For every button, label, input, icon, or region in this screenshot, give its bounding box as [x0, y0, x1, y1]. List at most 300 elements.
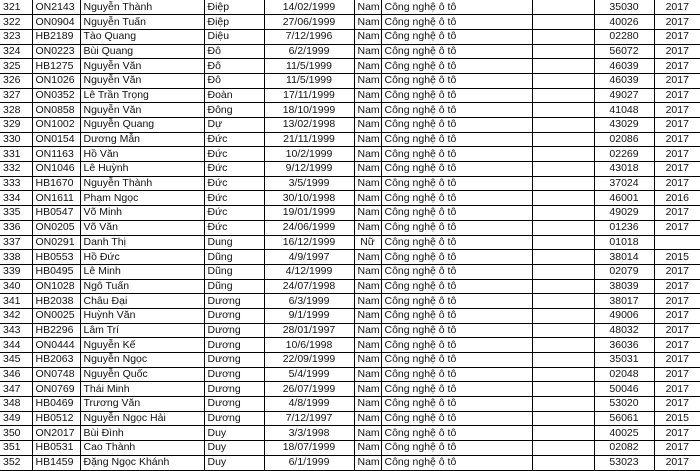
- major-cell: Công nghệ ô tô: [381, 44, 532, 59]
- row-number-cell: 328: [0, 103, 32, 118]
- class-code-cell: 56061: [594, 411, 654, 426]
- gender-cell: Nam: [354, 294, 381, 309]
- enrollment-year-cell: 2017: [654, 73, 700, 88]
- student-code-cell: ON0154: [32, 132, 80, 147]
- date-of-birth-cell: 26/07/1999: [264, 382, 354, 397]
- given-name-cell: Duy: [204, 455, 264, 470]
- row-number-cell: 349: [0, 411, 32, 426]
- family-name-cell: Thái Minh: [80, 382, 204, 397]
- table-row: [0, 279, 700, 294]
- class-code-cell: 02269: [594, 147, 654, 162]
- empty-cell-cell: [532, 411, 594, 426]
- class-code-cell: 02048: [594, 367, 654, 382]
- family-name-cell: Phạm Ngọc: [80, 191, 204, 206]
- row-number-cell: 327: [0, 88, 32, 103]
- row-number-cell: 334: [0, 191, 32, 206]
- major-cell: Công nghệ ô tô: [381, 176, 532, 191]
- empty-cell-cell: [532, 264, 594, 279]
- row-number-cell: 340: [0, 279, 32, 294]
- empty-cell-cell: [532, 44, 594, 59]
- given-name-cell: Đô: [204, 59, 264, 74]
- major-cell: Công nghệ ô tô: [381, 294, 532, 309]
- gender-cell: Nam: [354, 279, 381, 294]
- empty-cell-cell: [532, 206, 594, 221]
- given-name-cell: Đức: [204, 176, 264, 191]
- student-code-cell: ON2017: [32, 426, 80, 441]
- table-row: [0, 235, 700, 250]
- empty-cell-cell: [532, 235, 594, 250]
- table-row: [0, 29, 700, 44]
- gender-cell: Nam: [354, 411, 381, 426]
- date-of-birth-cell: 4/8/1999: [264, 397, 354, 412]
- family-name-cell: Nguyễn Văn: [80, 59, 204, 74]
- gender-cell: Nam: [354, 132, 381, 147]
- date-of-birth-cell: 7/12/1997: [264, 411, 354, 426]
- enrollment-year-cell: 2017: [654, 264, 700, 279]
- student-code-cell: ON0748: [32, 367, 80, 382]
- student-code-cell: ON1163: [32, 147, 80, 162]
- date-of-birth-cell: 24/06/1999: [264, 220, 354, 235]
- family-name-cell: Nguyễn Văn: [80, 73, 204, 88]
- class-code-cell: 02082: [594, 441, 654, 456]
- given-name-cell: Dương: [204, 411, 264, 426]
- class-code-cell: 02280: [594, 29, 654, 44]
- student-code-cell: HB0531: [32, 441, 80, 456]
- date-of-birth-cell: 22/09/1999: [264, 353, 354, 368]
- row-number-cell: 333: [0, 176, 32, 191]
- row-number-cell: 350: [0, 426, 32, 441]
- enrollment-year-cell: 2017: [654, 88, 700, 103]
- family-name-cell: Nguyễn Kế: [80, 338, 204, 353]
- table-row: [0, 397, 700, 412]
- enrollment-year-cell: 2017: [654, 455, 700, 470]
- table-row: [0, 191, 700, 206]
- student-code-cell: HB2296: [32, 323, 80, 338]
- major-cell: Công nghệ ô tô: [381, 0, 532, 15]
- empty-cell-cell: [532, 353, 594, 368]
- class-code-cell: 40026: [594, 15, 654, 30]
- date-of-birth-cell: 28/01/1997: [264, 323, 354, 338]
- family-name-cell: Danh Thị: [80, 235, 204, 250]
- gender-cell: Nam: [354, 118, 381, 133]
- gender-cell: Nam: [354, 308, 381, 323]
- date-of-birth-cell: 11/5/1999: [264, 59, 354, 74]
- given-name-cell: Dương: [204, 367, 264, 382]
- date-of-birth-cell: 10/6/1998: [264, 338, 354, 353]
- class-code-cell: 40025: [594, 426, 654, 441]
- date-of-birth-cell: 9/12/1999: [264, 162, 354, 177]
- enrollment-year-cell: 2017: [654, 294, 700, 309]
- class-code-cell: 01018: [594, 235, 654, 250]
- enrollment-year-cell: 2015: [654, 250, 700, 265]
- student-code-cell: ON1046: [32, 162, 80, 177]
- empty-cell-cell: [532, 0, 594, 15]
- class-code-cell: 49006: [594, 308, 654, 323]
- gender-cell: Nam: [354, 191, 381, 206]
- given-name-cell: Dương: [204, 294, 264, 309]
- date-of-birth-cell: 11/5/1999: [264, 73, 354, 88]
- major-cell: Công nghệ ô tô: [381, 382, 532, 397]
- major-cell: Công nghệ ô tô: [381, 118, 532, 133]
- row-number-cell: 329: [0, 118, 32, 133]
- class-code-cell: 53020: [594, 397, 654, 412]
- student-code-cell: HB0553: [32, 250, 80, 265]
- given-name-cell: Đô: [204, 73, 264, 88]
- given-name-cell: Duy: [204, 426, 264, 441]
- given-name-cell: Điệp: [204, 15, 264, 30]
- gender-cell: Nam: [354, 176, 381, 191]
- class-code-cell: 02086: [594, 132, 654, 147]
- major-cell: Công nghệ ô tô: [381, 29, 532, 44]
- enrollment-year-cell: 2017: [654, 29, 700, 44]
- gender-cell: Nam: [354, 29, 381, 44]
- class-code-cell: 35030: [594, 0, 654, 15]
- empty-cell-cell: [532, 132, 594, 147]
- date-of-birth-cell: 18/07/1999: [264, 441, 354, 456]
- family-name-cell: Đặng Ngọc Khánh: [80, 455, 204, 470]
- given-name-cell: Dũng: [204, 250, 264, 265]
- student-code-cell: ON2143: [32, 0, 80, 15]
- row-number-cell: 325: [0, 59, 32, 74]
- student-code-cell: HB0547: [32, 206, 80, 221]
- empty-cell-cell: [532, 294, 594, 309]
- table-row: [0, 426, 700, 441]
- row-number-cell: 331: [0, 147, 32, 162]
- family-name-cell: Bùi Quang: [80, 44, 204, 59]
- enrollment-year-cell: 2017: [654, 0, 700, 15]
- enrollment-year-cell: 2017: [654, 279, 700, 294]
- row-number-cell: 352: [0, 455, 32, 470]
- date-of-birth-cell: 4/9/1997: [264, 250, 354, 265]
- family-name-cell: Nguyễn Thành: [80, 0, 204, 15]
- class-code-cell: 53023: [594, 455, 654, 470]
- row-number-cell: 348: [0, 397, 32, 412]
- class-code-cell: 43029: [594, 118, 654, 133]
- empty-cell-cell: [532, 29, 594, 44]
- empty-cell-cell: [532, 118, 594, 133]
- family-name-cell: Huỳnh Văn: [80, 308, 204, 323]
- gender-cell: Nam: [354, 250, 381, 265]
- date-of-birth-cell: 16/12/1999: [264, 235, 354, 250]
- family-name-cell: Hồ Đức: [80, 250, 204, 265]
- enrollment-year-cell: 2017: [654, 308, 700, 323]
- class-code-cell: 36036: [594, 338, 654, 353]
- major-cell: Công nghệ ô tô: [381, 426, 532, 441]
- table-row: [0, 323, 700, 338]
- class-code-cell: 46039: [594, 59, 654, 74]
- class-code-cell: 48032: [594, 323, 654, 338]
- table-row: [0, 264, 700, 279]
- empty-cell-cell: [532, 191, 594, 206]
- given-name-cell: Đức: [204, 162, 264, 177]
- empty-cell-cell: [532, 308, 594, 323]
- date-of-birth-cell: 6/2/1999: [264, 44, 354, 59]
- enrollment-year-cell: 2017: [654, 367, 700, 382]
- family-name-cell: Ngô Tuấn: [80, 279, 204, 294]
- row-number-cell: 335: [0, 206, 32, 221]
- class-code-cell: 46039: [594, 73, 654, 88]
- date-of-birth-cell: 30/10/1998: [264, 191, 354, 206]
- given-name-cell: Đông: [204, 103, 264, 118]
- major-cell: Công nghệ ô tô: [381, 279, 532, 294]
- empty-cell-cell: [532, 279, 594, 294]
- major-cell: Công nghệ ô tô: [381, 367, 532, 382]
- table-row: [0, 455, 700, 470]
- empty-cell-cell: [532, 59, 594, 74]
- date-of-birth-cell: 5/4/1999: [264, 367, 354, 382]
- table-row: [0, 308, 700, 323]
- gender-cell: Nam: [354, 264, 381, 279]
- student-code-cell: ON0025: [32, 308, 80, 323]
- row-number-cell: 351: [0, 441, 32, 456]
- given-name-cell: Đức: [204, 147, 264, 162]
- table-row: [0, 206, 700, 221]
- enrollment-year-cell: 2017: [654, 147, 700, 162]
- gender-cell: Nữ: [354, 235, 381, 250]
- student-code-cell: HB1459: [32, 455, 80, 470]
- table-row: [0, 367, 700, 382]
- given-name-cell: Duy: [204, 441, 264, 456]
- major-cell: Công nghệ ô tô: [381, 441, 532, 456]
- family-name-cell: Trương Văn: [80, 397, 204, 412]
- enrollment-year-cell: 2017: [654, 382, 700, 397]
- row-number-cell: 326: [0, 73, 32, 88]
- enrollment-year-cell: [654, 235, 700, 250]
- empty-cell-cell: [532, 323, 594, 338]
- date-of-birth-cell: 13/02/1998: [264, 118, 354, 133]
- given-name-cell: Dương: [204, 353, 264, 368]
- table-row: [0, 411, 700, 426]
- empty-cell-cell: [532, 88, 594, 103]
- major-cell: Công nghệ ô tô: [381, 455, 532, 470]
- table-row: [0, 382, 700, 397]
- table-row: [0, 88, 700, 103]
- given-name-cell: Đoàn: [204, 88, 264, 103]
- student-code-cell: HB2038: [32, 294, 80, 309]
- gender-cell: Nam: [354, 397, 381, 412]
- date-of-birth-cell: 19/01/1999: [264, 206, 354, 221]
- family-name-cell: Nguyễn Văn: [80, 103, 204, 118]
- table-row: [0, 176, 700, 191]
- class-code-cell: 01236: [594, 220, 654, 235]
- table-row: [0, 338, 700, 353]
- given-name-cell: Điệp: [204, 0, 264, 15]
- major-cell: Công nghệ ô tô: [381, 250, 532, 265]
- family-name-cell: Nguyễn Thành: [80, 176, 204, 191]
- family-name-cell: Nguyễn Ngọc: [80, 353, 204, 368]
- empty-cell-cell: [532, 441, 594, 456]
- enrollment-year-cell: 2017: [654, 338, 700, 353]
- student-code-cell: ON1002: [32, 118, 80, 133]
- date-of-birth-cell: 6/3/1999: [264, 294, 354, 309]
- gender-cell: Nam: [354, 162, 381, 177]
- enrollment-year-cell: 2017: [654, 103, 700, 118]
- family-name-cell: Nguyễn Ngọc Hải: [80, 411, 204, 426]
- enrollment-year-cell: 2017: [654, 426, 700, 441]
- table-row: [0, 44, 700, 59]
- row-number-cell: 347: [0, 382, 32, 397]
- enrollment-year-cell: 2017: [654, 59, 700, 74]
- class-code-cell: 38039: [594, 279, 654, 294]
- date-of-birth-cell: 18/10/1999: [264, 103, 354, 118]
- date-of-birth-cell: 6/1/1999: [264, 455, 354, 470]
- major-cell: Công nghệ ô tô: [381, 103, 532, 118]
- empty-cell-cell: [532, 147, 594, 162]
- major-cell: Công nghệ ô tô: [381, 397, 532, 412]
- enrollment-year-cell: 2017: [654, 44, 700, 59]
- date-of-birth-cell: 24/07/1998: [264, 279, 354, 294]
- date-of-birth-cell: 27/06/1999: [264, 15, 354, 30]
- date-of-birth-cell: 17/11/1999: [264, 88, 354, 103]
- gender-cell: Nam: [354, 0, 381, 15]
- table-row: [0, 250, 700, 265]
- enrollment-year-cell: 2015: [654, 411, 700, 426]
- table-row: [0, 59, 700, 74]
- empty-cell-cell: [532, 162, 594, 177]
- family-name-cell: Nguyễn Tuấn: [80, 15, 204, 30]
- family-name-cell: Tào Quang: [80, 29, 204, 44]
- given-name-cell: Dương: [204, 308, 264, 323]
- class-code-cell: 35031: [594, 353, 654, 368]
- class-code-cell: 49029: [594, 206, 654, 221]
- student-code-cell: ON0291: [32, 235, 80, 250]
- class-code-cell: 56072: [594, 44, 654, 59]
- empty-cell-cell: [532, 73, 594, 88]
- empty-cell-cell: [532, 397, 594, 412]
- student-code-cell: ON1611: [32, 191, 80, 206]
- gender-cell: Nam: [354, 382, 381, 397]
- enrollment-year-cell: 2017: [654, 162, 700, 177]
- family-name-cell: Hồ Văn: [80, 147, 204, 162]
- major-cell: Công nghệ ô tô: [381, 191, 532, 206]
- given-name-cell: Đức: [204, 191, 264, 206]
- gender-cell: Nam: [354, 220, 381, 235]
- class-code-cell: 38014: [594, 250, 654, 265]
- row-number-cell: 338: [0, 250, 32, 265]
- table-row: [0, 441, 700, 456]
- date-of-birth-cell: 14/02/1999: [264, 0, 354, 15]
- family-name-cell: Lê Minh: [80, 264, 204, 279]
- family-name-cell: Bùi Đình: [80, 426, 204, 441]
- enrollment-year-cell: 2017: [654, 118, 700, 133]
- class-code-cell: 50046: [594, 382, 654, 397]
- table-row: [0, 118, 700, 133]
- gender-cell: Nam: [354, 353, 381, 368]
- gender-cell: Nam: [354, 441, 381, 456]
- table-row: [0, 294, 700, 309]
- gender-cell: Nam: [354, 103, 381, 118]
- family-name-cell: Cao Thành: [80, 441, 204, 456]
- class-code-cell: 46001: [594, 191, 654, 206]
- row-number-cell: 341: [0, 294, 32, 309]
- row-number-cell: 323: [0, 29, 32, 44]
- family-name-cell: Dương Mẫn: [80, 132, 204, 147]
- date-of-birth-cell: 3/3/1998: [264, 426, 354, 441]
- table-row: [0, 147, 700, 162]
- given-name-cell: Đức: [204, 220, 264, 235]
- student-code-cell: ON0904: [32, 15, 80, 30]
- enrollment-year-cell: 2017: [654, 353, 700, 368]
- given-name-cell: Dung: [204, 235, 264, 250]
- row-number-cell: 322: [0, 15, 32, 30]
- student-code-cell: ON0769: [32, 382, 80, 397]
- major-cell: Công nghệ ô tô: [381, 338, 532, 353]
- enrollment-year-cell: 2017: [654, 323, 700, 338]
- empty-cell-cell: [532, 426, 594, 441]
- empty-cell-cell: [532, 250, 594, 265]
- student-code-cell: ON1028: [32, 279, 80, 294]
- gender-cell: Nam: [354, 73, 381, 88]
- enrollment-year-cell: 2017: [654, 441, 700, 456]
- row-number-cell: 339: [0, 264, 32, 279]
- table-row: [0, 353, 700, 368]
- given-name-cell: Dương: [204, 323, 264, 338]
- given-name-cell: Dương: [204, 338, 264, 353]
- family-name-cell: Châu Đại: [80, 294, 204, 309]
- enrollment-year-cell: 2017: [654, 132, 700, 147]
- table-row: [0, 73, 700, 88]
- gender-cell: Nam: [354, 367, 381, 382]
- student-code-cell: HB0512: [32, 411, 80, 426]
- student-code-cell: HB2189: [32, 29, 80, 44]
- enrollment-year-cell: 2017: [654, 15, 700, 30]
- empty-cell-cell: [532, 367, 594, 382]
- row-number-cell: 344: [0, 338, 32, 353]
- class-code-cell: 02079: [594, 264, 654, 279]
- table-row: [0, 0, 700, 15]
- date-of-birth-cell: 21/11/1999: [264, 132, 354, 147]
- student-code-cell: ON0858: [32, 103, 80, 118]
- given-name-cell: Diệu: [204, 29, 264, 44]
- gender-cell: Nam: [354, 88, 381, 103]
- family-name-cell: Lê Huỳnh: [80, 162, 204, 177]
- family-name-cell: Lê Trần Trọng: [80, 88, 204, 103]
- row-number-cell: 337: [0, 235, 32, 250]
- empty-cell-cell: [532, 176, 594, 191]
- major-cell: Công nghệ ô tô: [381, 235, 532, 250]
- gender-cell: Nam: [354, 455, 381, 470]
- enrollment-year-cell: 2017: [654, 176, 700, 191]
- student-code-cell: HB1275: [32, 59, 80, 74]
- family-name-cell: Võ Minh: [80, 206, 204, 221]
- gender-cell: Nam: [354, 59, 381, 74]
- given-name-cell: Đức: [204, 132, 264, 147]
- table-row: [0, 15, 700, 30]
- gender-cell: Nam: [354, 15, 381, 30]
- major-cell: Công nghệ ô tô: [381, 323, 532, 338]
- major-cell: Công nghệ ô tô: [381, 88, 532, 103]
- row-number-cell: 324: [0, 44, 32, 59]
- family-name-cell: Lâm Trí: [80, 323, 204, 338]
- table-row: [0, 132, 700, 147]
- family-name-cell: Nguyễn Quốc: [80, 367, 204, 382]
- row-number-cell: 330: [0, 132, 32, 147]
- given-name-cell: Đô: [204, 44, 264, 59]
- enrollment-year-cell: 2017: [654, 220, 700, 235]
- student-code-cell: ON0352: [32, 88, 80, 103]
- major-cell: Công nghệ ô tô: [381, 73, 532, 88]
- date-of-birth-cell: 7/12/1996: [264, 29, 354, 44]
- family-name-cell: Võ Văn: [80, 220, 204, 235]
- given-name-cell: Dương: [204, 397, 264, 412]
- given-name-cell: Dũng: [204, 264, 264, 279]
- gender-cell: Nam: [354, 44, 381, 59]
- empty-cell-cell: [532, 455, 594, 470]
- given-name-cell: Đức: [204, 206, 264, 221]
- major-cell: Công nghệ ô tô: [381, 59, 532, 74]
- major-cell: Công nghệ ô tô: [381, 264, 532, 279]
- major-cell: Công nghệ ô tô: [381, 353, 532, 368]
